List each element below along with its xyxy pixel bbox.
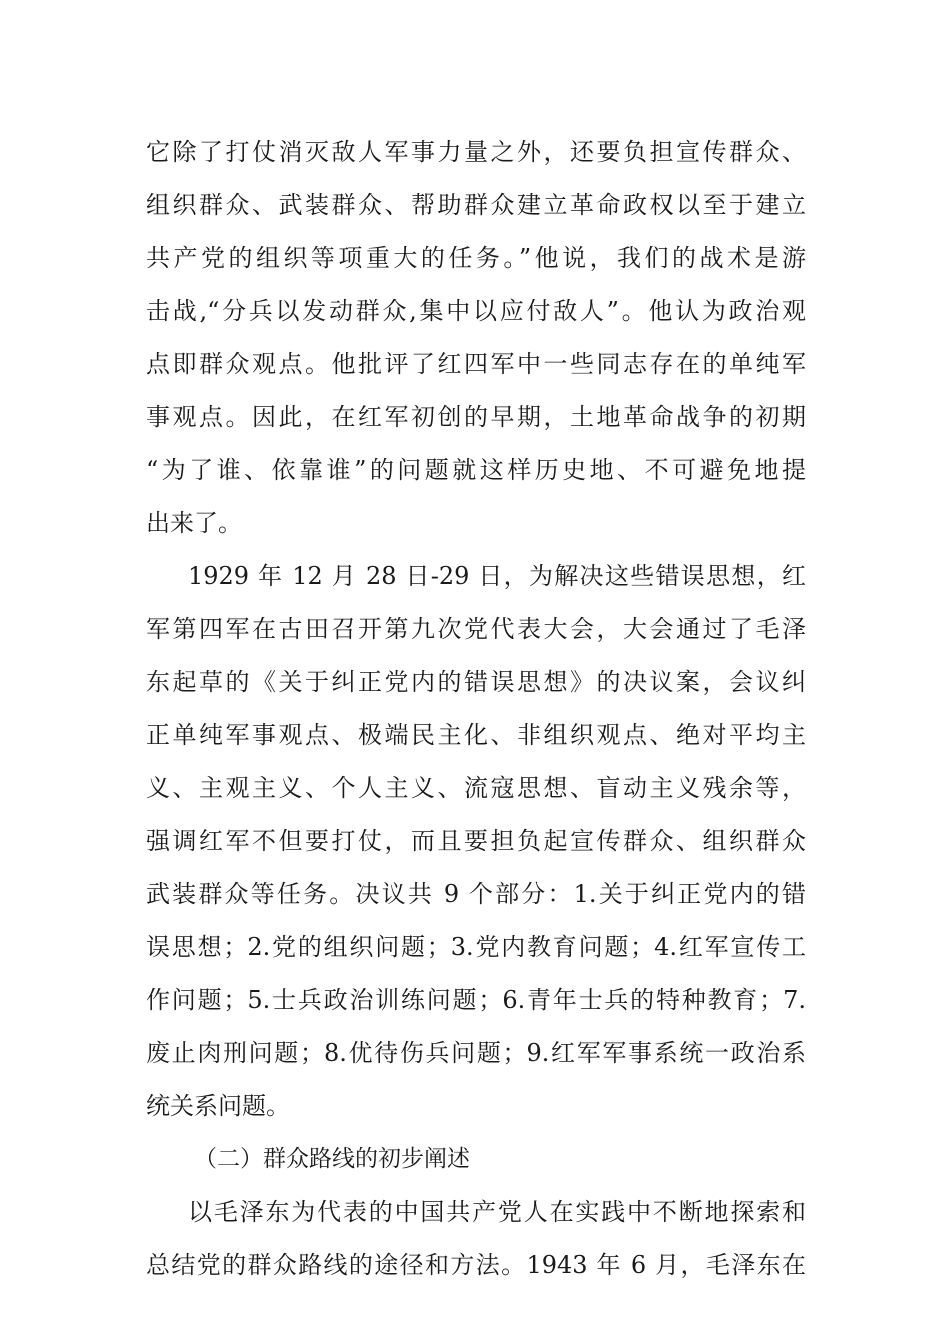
section-heading: （二）群众路线的初步阐述 <box>194 1146 470 1172</box>
text-line: 废止肉刑问题；8.优待伤兵问题；9.红军军事系统一政治系 <box>146 1039 806 1067</box>
text-line: 组织群众、武装群众、帮助群众建立革命政权以至于建立 <box>146 191 806 219</box>
paragraph-first-line: 以毛泽东为代表的中国共产党人在实践中不断地探索和 <box>188 1198 806 1226</box>
text-line: 武装群众等任务。决议共 9 个部分：1.关于纠正党内的错 <box>146 880 806 908</box>
text-line: 军第四军在古田召开第九次党代表大会，大会通过了毛泽 <box>146 615 806 643</box>
document-body <box>146 126 806 1292</box>
text-line: 共产党的组织等项重大的任务。”他说，我们的战术是游 <box>146 244 806 272</box>
text-line: 统关系问题。 <box>146 1092 290 1120</box>
text-line: 作问题；5.士兵政治训练问题；6.青年士兵的特种教育；7. <box>146 986 806 1014</box>
text-line: 事观点。因此，在红军初创的早期，土地革命战争的初期 <box>146 403 806 431</box>
text-line: “为了谁、依靠谁”的问题就这样历史地、不可避免地提 <box>146 456 806 484</box>
text-line: 出来了。 <box>146 509 242 537</box>
text-line: 正单纯军事观点、极端民主化、非组织观点、绝对平均主 <box>146 721 806 749</box>
text-line: 误思想；2.党的组织问题；3.党内教育问题；4.红军宣传工 <box>146 933 806 961</box>
text-line: 强调红军不但要打仗，而且要担负起宣传群众、组织群众 <box>146 827 806 855</box>
text-line: 义、主观主义、个人主义、流寇思想、盲动主义残余等， <box>146 774 806 802</box>
text-line: 击战,“分兵以发动群众,集中以应付敌人”。他认为政治观 <box>146 297 806 325</box>
text-line: 总结党的群众路线的途径和方法。1943 年 6 月，毛泽东在 <box>146 1251 806 1279</box>
text-line: 它除了打仗消灭敌人军事力量之外，还要负担宣传群众、 <box>146 138 806 166</box>
paragraph-first-line: 1929 年 12 月 28 日-29 日，为解决这些错误思想，红 <box>188 562 806 590</box>
text-line: 东起草的《关于纠正党内的错误思想》的决议案，会议纠 <box>146 668 806 696</box>
text-line: 点即群众观点。他批评了红四军中一些同志存在的单纯军 <box>146 350 806 378</box>
